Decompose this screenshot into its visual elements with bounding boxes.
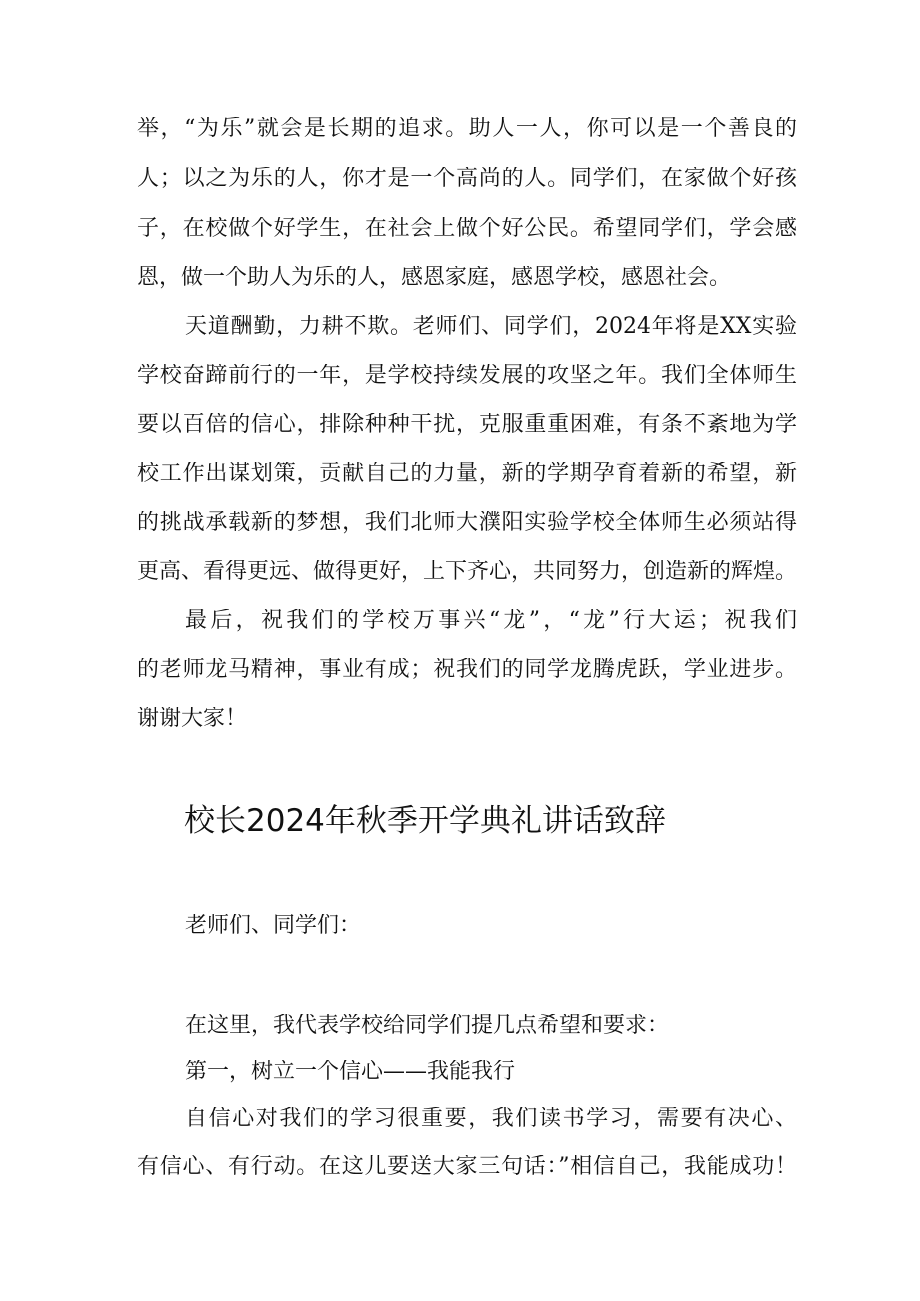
paragraph-line: 学校奋蹄前行的一年，是学校持续发展的攻坚之年。我们全体师生 — [137, 364, 797, 388]
paragraph-line: 更高、看得更远、做得更好，上下齐心，共同努力，创造新的辉煌。 — [137, 560, 797, 584]
paragraph-line: 自信心对我们的学习很重要，我们读书学习，需要有决心、 — [185, 1107, 797, 1131]
paragraph-line: 有信心、有行动。在这儿要送大家三句话：”相信自己，我能成功！ — [137, 1155, 797, 1179]
paragraph-line: 天道酬勤，力耕不欺。老师们、同学们，2024年将是XX实验 — [185, 315, 797, 339]
paragraph-line: 谢谢大家！ — [137, 707, 248, 731]
paragraph-line: 要以百倍的信心，排除种种干扰，克服重重困难，有条不紊地为学 — [137, 413, 797, 437]
paragraph-line: 的老师龙马精神，事业有成；祝我们的同学龙腾虎跃，学业进步。 — [137, 658, 797, 682]
paragraph-line: 恩，做一个助人为乐的人，感恩家庭，感恩学校，感恩社会。 — [137, 266, 732, 290]
paragraph-line: 子，在校做个好学生，在社会上做个好公民。希望同学们，学会感 — [137, 217, 797, 241]
intro-line: 在这里，我代表学校给同学们提几点希望和要求： — [185, 1014, 670, 1038]
paragraph-line: 的挑战承载新的梦想，我们北师大濮阳实验学校全体师生必须站得 — [137, 511, 797, 535]
point-heading: 第一，树立一个信心——我能我行 — [185, 1060, 516, 1084]
paragraph-line: 举，“为乐”就会是长期的追求。助人一人，你可以是一个善良的 — [137, 117, 797, 141]
paragraph-line: 人；以之为乐的人，你才是一个高尚的人。同学们，在家做个好孩 — [137, 167, 797, 191]
paragraph-line: 校工作出谋划策，贡献自己的力量，新的学期孕育着新的希望，新 — [137, 462, 797, 486]
greeting: 老师们、同学们： — [185, 914, 362, 938]
article-title: 校长2024年秋季开学典礼讲话致辞 — [184, 803, 666, 839]
paragraph-line: 最后，祝我们的学校万事兴“龙”，“龙”行大运；祝我们 — [185, 609, 797, 633]
